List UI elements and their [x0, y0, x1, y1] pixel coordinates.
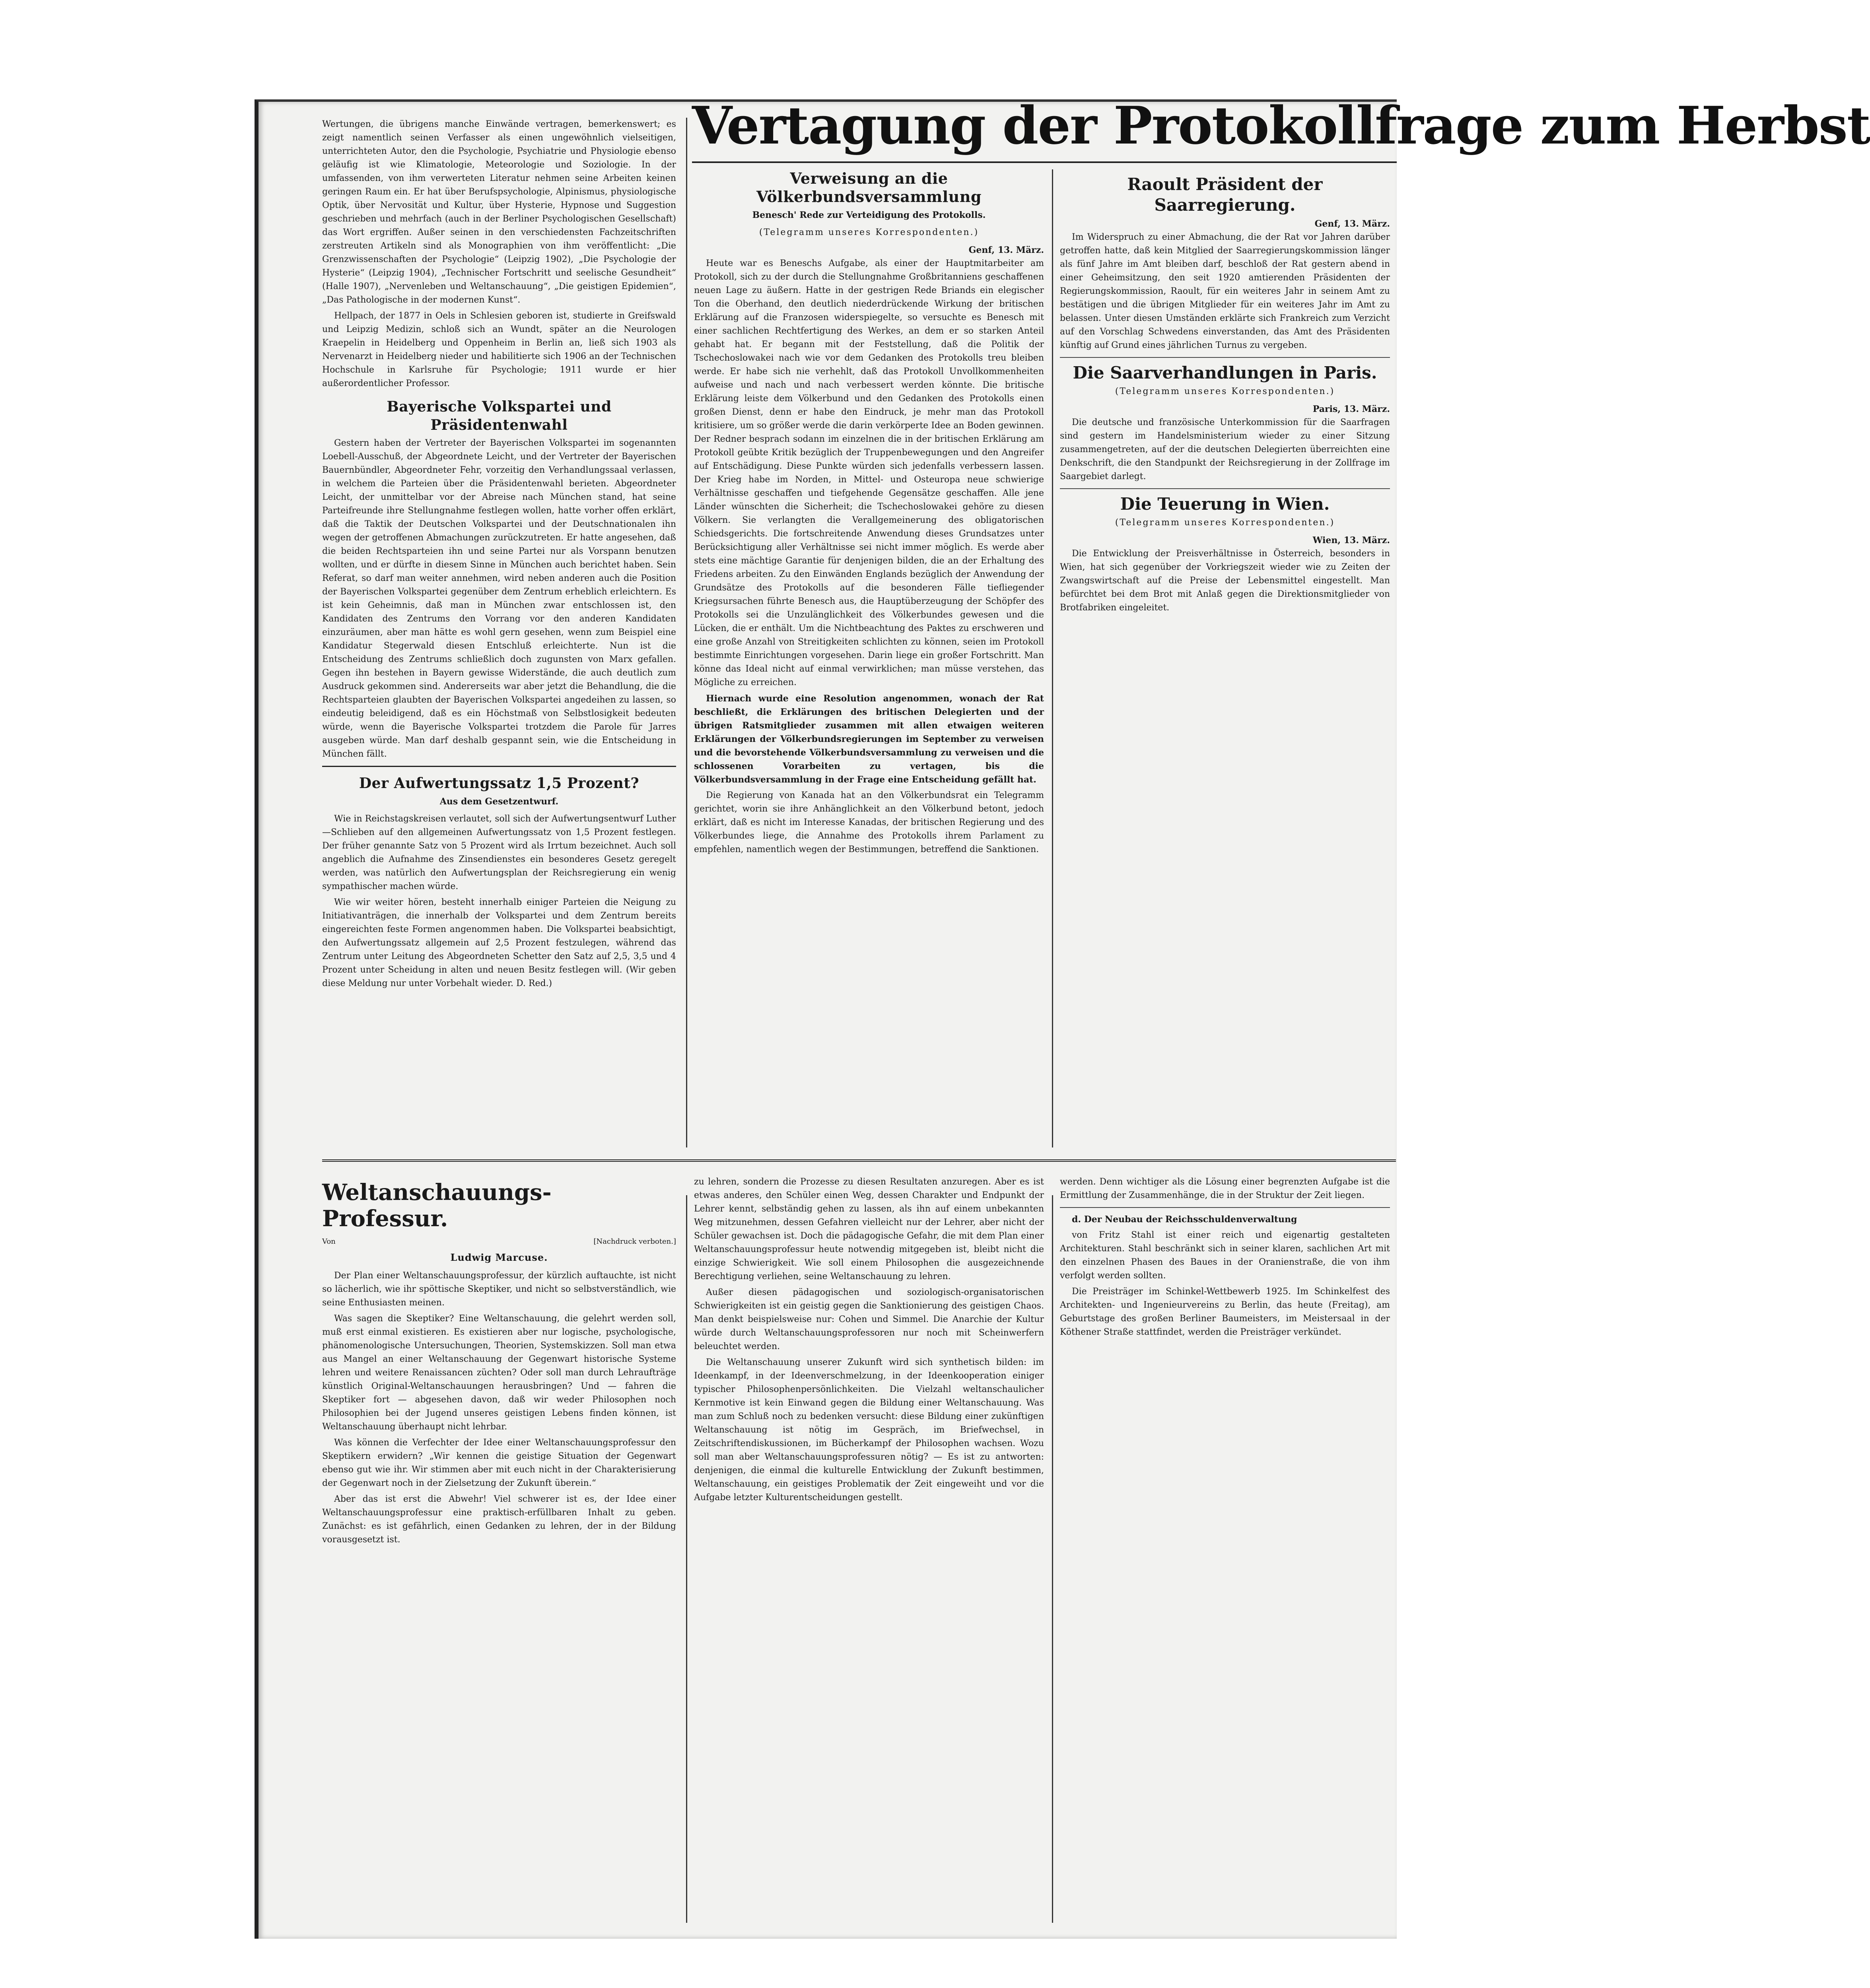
- dateline: Wien, 13. März.: [1312, 535, 1390, 546]
- feuilleton-text-4: Aber das ist erst die Abwehr! Viel schwerer ist es, der Idee einer Weltanschauungsprofessur eine praktisch-erfüllbaren Inhalt zu geben. Zunächst: es ist gefährlich, einen Gedanken zu lehren, der in der Bildung vorausgesetzt ist.: [322, 1494, 676, 1545]
- column-rule: [686, 118, 687, 1147]
- feuilleton-meta: [322, 1235, 676, 1248]
- neubau-headline: d. Der Neubau der Reichsschuldenverwaltung: [1072, 1214, 1297, 1225]
- wien-headline: Die Teuerung in Wien.: [1120, 494, 1330, 514]
- benesch-article-text: Heute war es Beneschs Aufgabe, als einer der Hauptmitarbeiter am Protokoll, sich zu der durch die Stellungnahme Großbritanniens geschaffenen neuen Lage zu äußern. Hatte in der gestrigen Rede Briands ein elegischer Ton die Oberhand, den deutlich niederdrückende Wirkung der britischen Erklärung auf die Franzosen widerspiegelte, so versuchte es Benesch mit einer sachlichen Rechtfertigung des Werkes, an dem er so starken Anteil gehabt hat. Er begann mit der Feststellung, daß die Politik der Tschechoslowakei nach wie vor dem Gedanken des Protokolls treu bleiben werde. Er habe sich nie verhehlt, daß das Protokoll Unvollkommenheiten aufweise und nach und nach verbessert werden könnte. Die britische Erklärung leiste dem Völkerbund und den Gedanken des Protokolls einen großen Dienst, denn er habe den Eindruck, je mehr man das Protokoll kritisiere, um so größer werde die darin verkörperte Idee an Boden gewinnen. Der Redner besprach sodann im einzelnen die in der britischen Erklärung am Protokoll geübte Kritik bezüglich der Truppenbewegungen und den Angreifer auf Entschädigung. Diese Punkte würden sich jedenfalls verbessern lassen. Der Krieg habe im Norden, in Mittel- und Osteuropa neue schwierige Verhältnisse geschaffen und tiefgehende Gegensätze geschaffen. Alle jene Länder wünschten die Sicherheit; die Tschechoslowakei gehöre zu diesen Völkern. Sie verlangten die Verallgemeinerung des obligatorischen Schiedsgerichts. Die fortschreitende Anwendung dieses Grundsatzes unter Berücksichtigung aller Verhältnisse sei nicht immer möglich. Es werde aber stets eine mächtige Garantie für denjenigen bilden, die an der Erhaltung des Friedens arbeiten. Zu den Einwänden Englands bezüglich der Anwendung der Grundsätze des Protokolls auf die besonderen Fälle tiefliegender Kriegsursachen führte Benesch aus, die Hauptüberzeugung der Schöpfer des Protokolls sei die Unzulänglichkeit des Völkerbundes gewesen und die Lücken, die er enthält. Um die Nichtbeachtung des Paktes zu erschweren und eine große Anzahl von Streitigkeiten schlichten zu können, seien im Protokoll bestimmte Einrichtungen vorgesehen. Darin liege ein großer Fortschritt. Man könne das Ideal nicht auf einmal verwirklichen; man müsse verstehen, das Mögliche zu erreichen.: [694, 258, 1044, 687]
- telegram-byline: (Telegramm unseres Korrespondenten.): [1115, 518, 1335, 528]
- bav-headline: Bayerische Volkspartei und Präsidentenwahl: [387, 398, 612, 433]
- column-rule: [1052, 169, 1053, 1147]
- saar-paris-text: Die deutsche und französische Unterkommission für die Saarfragen sind gestern im Handelsministerium wieder zu einer Sitzung zusammengetreten, auf der die deutschen Delegierten überreichten eine Denkschrift, die den Standpunkt der Reichsregierung in der Zollfrage im Saargebiet darlegt.: [1060, 417, 1390, 481]
- feuilleton-text-2: Was sagen die Skeptiker? Eine Weltanschauung, die gelehrt werden soll, muß erst einmal existieren. Es existieren aber nur logische, psychologische, phänomenologische Untersuchungen, Theorien, Systemskizzen. Soll man etwa aus Mangel an einer Weltanschauung der Gegenwart historische Systeme lehren und weitere Renaissancen züchten? Oder soll man durch Lehraufträge künstlich Original-Weltanschauungen herausbringen? Und — fahren die Skeptiker fort — abgesehen davon, daß wir weder Philosophen noch Philosophien bei der Jugend unseres geistigen Lebens finden können, ist Weltanschauung überhaupt nicht lehrbar.: [322, 1314, 676, 1432]
- hellpach-bio-text: Hellpach, der 1877 in Oels in Schlesien geboren ist, studierte in Greifswald und Leipzig Medizin, schloß sich an Wundt, später an die Neurologen Kraepelin in Heidelberg und Oppenheim in Berlin an, ließ sich 1903 als Nervenarzt in Heidelberg nieder und habilitierte sich 1906 an der Technischen Hochschule in Karlsruhe für Psychologie; 1911 wurde er hier außerordentlicher Professor.: [322, 311, 676, 388]
- feuilleton-mid-text-3: Die Weltanschauung unserer Zukunft wird sich synthetisch bilden: im Ideenkampf, in der Ideenverschmelzung, in der Ideenkooperation einiger typischer Philosophenpersönlichkeiten. Die Vielzahl weltanschaulicher Kernmotive ist kein Einwand gegen die Bildung einer Weltanschauung. Was man zum Schluß noch zu bedenken versucht: diese Bildung einer zukünftigen Weltanschauung ist nötig im Gespräch, im Briefwechsel, in Zeitschriftendiskussionen, im Bücherkampf der Philosophen wachsen. Wozu soll man aber Weltanschauungsprofessuren nötig? — Es ist zu antworten: denjenigen, die einmal die kulturelle Entwicklung der Zukunft bestimmen, Weltanschauung, ein geistiges Problematik der Zeit eingeweiht und vor die Aufgabe letzter Kulturentscheidungen gestellt.: [694, 1357, 1044, 1503]
- wien-text: Die Entwicklung der Preisverhältnisse in Österreich, besonders in Wien, hat sich gegenüber der Vorkriegszeit wieder wie zu Zeiten der Zwangswirtschaft auf die Preise der Lebensmittel eingestellt. Man befürchtet bei dem Brot mit Anlaß gegen die Direktionsmitglieder von Brotfabriken eingeleitet.: [1060, 549, 1390, 613]
- headline-rule: [692, 161, 1397, 163]
- column-rule: [1052, 1195, 1053, 1923]
- dateline: Paris, 13. März.: [1312, 404, 1390, 414]
- section-divider: [1060, 488, 1390, 489]
- main-headline: Vertagung der Protokollfrage zum Herbst: [692, 95, 1870, 156]
- aufwertung-text-2: Wie wir weiter hören, besteht innerhalb einiger Parteien die Neigung zu Initiativanträgen, die innerhalb der Volkspartei und dem Zentrum bereits eingereichten feste Formen angenommen haben. Die Volkspartei beabsichtigt, den Aufwertungssatz allgemein auf 2,5 Prozent festzulegen, während das Zentrum unter Leitung des Abgeordneten Schetter den Satz auf 2,5, 3,5 und 4 Prozent unter Scheidung in alten und neuen Besitz festlegen will. (Wir geben diese Meldung nur unter Vorbehalt wieder. D. Red.): [322, 897, 676, 988]
- verweisung-subhead: Benesch' Rede zur Verteidigung des Protokolls.: [752, 210, 986, 220]
- section-divider: [322, 766, 676, 767]
- saar-paris-headline: Die Saarverhandlungen in Paris.: [1073, 363, 1377, 382]
- column-1: [322, 118, 676, 993]
- dateline: Genf, 13. März.: [1314, 219, 1390, 229]
- resolution-text: Hiernach wurde eine Resolution angenommen, wonach der Rat beschließt, die Erklärungen des britischen Delegierten und der übrigen Ratsmitglieder zusammen mit allen etwaigen weiteren Erklärungen der Völkerbundsregierungen im September zu verweisen und die bevorstehende Völkerbundsversammlung zu verweisen und die schlossenen Vorarbeiten zu vertagen, bis die Völkerbundsversammlung in der Frage eine Entscheidung gefällt hat.: [694, 693, 1044, 785]
- verweisung-headline: Verweisung an die Völkerbundsversammlung: [756, 169, 982, 206]
- section-divider: [1060, 1207, 1390, 1208]
- feuilleton-column-3: [1060, 1175, 1390, 1342]
- author-name: Ludwig Marcuse.: [450, 1252, 548, 1263]
- feuilleton-headline: Weltanschauungs-Professur.: [322, 1179, 552, 1232]
- feuilleton-column-1: [322, 1175, 676, 1549]
- section-divider: [1060, 357, 1390, 358]
- canada-text: Die Regierung von Kanada hat an den Völkerbundsrat ein Telegramm gerichtet, worin sie ihre Anhänglichkeit an den Völkerbund betont, jedoch erklärt, daß es nicht im Interesse Kanadas, der britischen Regierung und des Völkerbundes liege, die Annahme des Protokolls ihrem Parlament zu empfehlen, namentlich wegen der Bestimmungen, betreffend die Sanktionen.: [694, 790, 1044, 854]
- schinkel-text: Die Preisträger im Schinkel-Wettbewerb 1925. Im Schinkelfest des Architekten- und Ingenieurvereins zu Berlin, das heute (Freitag), am Geburtstage des großen Berliner Baumeisters, im Meistersaal in der Köthener Straße stattfindet, werden die Preisträger verkündet.: [1060, 1287, 1390, 1337]
- saar-president-headline: Raoult Präsident der Saarregierung.: [1127, 175, 1323, 215]
- feuilleton-column-2: [694, 1175, 1044, 1507]
- von-label: Von: [322, 1237, 336, 1246]
- aufwertung-headline: Der Aufwertungssatz 1,5 Prozent?: [359, 775, 640, 792]
- feuilleton-text-3: Was können die Verfechter der Idee einer Weltanschauungsprofessur den Skeptikern erwidern? „Wir kennen die geistige Situation der Gegenwart ebenso gut wie ihr. Wir stimmen aber mit euch nicht in der Charakterisierung der Gegenwart noch in der Zielsetzung der Zukunft überein.“: [322, 1438, 676, 1488]
- telegram-byline: (Telegramm unseres Korrespondenten.): [759, 227, 979, 237]
- feuilleton-mid-text-2: Außer diesen pädagogischen und soziologisch-organisatorischen Schwierigkeiten ist ein geistig gegen die Sanktionierung des geistigen Chaos. Man denkt beispielsweise nur: Cohen und Simmel. Die Anarchie der Kultur würde durch Weltanschauungsprofessoren nur noch mit Scheinwerfern beleuchtet werden.: [694, 1287, 1044, 1351]
- aufwertung-text: Wie in Reichstagskreisen verlautet, soll sich der Aufwertungsentwurf Luther—Schlieben auf den allgemeinen Aufwertungssatz von 1,5 Prozent festlegen. Der früher genannte Satz von 5 Prozent wird als Irrtum bezeichnet. Auch soll angeblich die Aufnahme des Zinsendienstes ein besonderes Gesetz geregelt werden, was natürlich den Aufwertungsplan der Reichsregierung ein wenig sympathischer machen würde.: [322, 814, 676, 891]
- saar-president-text: Im Widerspruch zu einer Abmachung, die der Rat vor Jahren darüber getroffen hatte, daß kein Mitglied der Saarregierungskommission länger als fünf Jahre im Amt bleiben darf, beschloß der Rat gestern abend in einer Geheimsitzung, den seit 1920 amtierenden Präsidenten der Regierungskommission, Raoult, für ein weiteres Jahr in seinem Amt zu bestätigen und die übrigen Mitglieder für ein weiteres Jahr im Amt zu belassen. Unter diesen Umständen erklärte sich Frankreich zum Verzicht auf den Vorschlag Schwedens einverstanden, das Amt des Präsidenten künftig auf Grund eines jährlichen Turnus zu vergeben.: [1060, 232, 1390, 350]
- feuilleton-text-1: Der Plan einer Weltanschauungsprofessur, der kürzlich auftauchte, ist nicht so lächerlich, wie ihr spöttische Skeptiker, und nicht so selbstverständlich, wie seine Enthusiasten meinen.: [322, 1271, 676, 1308]
- article-intro-text: Wertungen, die übrigens manche Einwände vertragen, bemerkenswert; es zeigt namentlich seinen Verfasser als einen ungewöhnlich vielseitigen, unterrichteten Autor, den die Psychologie, Psychiatrie und Physiologie ebenso geläufig ist wie Klimatologie, Meteorologie und Soziologie. In der umfassenden, von ihm verwerteten Literatur nehmen seine Arbeiten keinen geringen Raum ein. Er hat über Berufspsychologie, Alpinismus, physiologische Optik, über Nervosität und Kultur, über Hysterie, Hypnose und Suggestion geschrieben und mehrfach (auch in der Berliner Psychologischen Gesellschaft) das Wort ergriffen. Außer seinen in den verschiedensten Fachzeitschriften zerstreuten Artikeln sind als Monographien von ihm veröffentlicht: „Die Grenzwissenschaften der Psychologie“ (Leipzig 1902), „Die Psychologie der Hysterie“ (Leipzig 1904), „Technischer Fortschritt und seelische Gesundheit“ (Halle 1907), „Nervenleben und Weltanschauung“, „Die geistigen Epidemien“, „Das Pathologische in der modernen Kunst“.: [322, 119, 676, 305]
- feuilleton-mid-text: zu lehren, sondern die Prozesse zu diesen Resultaten anzuregen. Aber es ist etwas anderes, den Schüler einen Weg, dessen Charakter und Endpunkt der Lehrer kennt, selbständig gehen zu lassen, als ihn auf einem unbekannten Weg mitzunehmen, dessen Gefahren vielleicht nur der Lehrer, aber nicht der Schüler gewachsen ist. Doch die pädagogische Gefahr, die mit dem Plan einer Weltanschauungsprofessur heute notwendig mitgegeben ist, bleibt nicht die einzige Schwierigkeit. Wie soll einem Philosophen die ausgezeichnende Berechtigung verliehen, seine Weltanschauung zu lehren.: [694, 1177, 1044, 1281]
- scan-background: [0, 0, 239, 1988]
- telegram-byline: (Telegramm unseres Korrespondenten.): [1115, 386, 1335, 396]
- bav-article-text: Gestern haben der Vertreter der Bayerischen Volkspartei im sogenannten Loebell-Ausschuß, der Abgeordnete Leicht, und der Vertreter der Bayerischen Bauernbündler, Abgeordneter Fehr, vorzeitig den Verhandlungssaal verlassen, in welchem die Parteien über die Präsidentenwahl berieten. Abgeordneter Leicht, der unmittelbar vor der Abreise nach München stand, hat seine Parteifreunde ihre Stellungnahme festlegen wollen, hatte vorher offen erklärt, daß die Taktik der Deutschen Volkspartei und der Deutschnationalen ihn wegen der getroffenen Abmachungen zurückzutreten. Er hatte angesehen, daß die beiden Rechtsparteien ihn und seine Partei nur als Vorspann benutzen wollten, und er dürfte in diesem Sinne in München auch berichtet haben. Sein Referat, so darf man weiter annehmen, wird neben anderen auch die Position der Bayerischen Volkspartei gegenüber dem Zentrum erheblich erleichtern. Es ist kein Geheimnis, daß man in München zwar entschlossen ist, den Kandidaten des Zentrums den Vorrang vor den anderen Kandidaten einzuräumen, aber man hätte es wohl gern gesehen, wenn zum Beispiel eine Kandidatur Stegerwald diesen Entschluß erleichterte. Nun ist die Entscheidung des Zentrums schließlich doch zugunsten von Marx gefallen. Gegen ihn bestehen in Bayern gewisse Widerstände, die auch deutlich zum Ausdruck gekommen sind. Andererseits war aber jetzt die Behandlung, die die Rechtsparteien glaubten der Bayerischen Volkspartei angedeihen zu lassen, so eindeutig beleidigend, daß es ein Höchstmaß von Selbstlosigkeit bedeuten würde, wenn die Bayerische Volkspartei trotzdem die Parole für Jarres ausgeben würde. Man darf deshalb gespannt sein, wie die Entscheidung in München fällt.: [322, 438, 676, 759]
- feuilleton-divider: [322, 1159, 1396, 1162]
- aufwertung-subhead: Aus dem Gesetzentwurf.: [439, 796, 559, 807]
- feuilleton-right-text: werden. Denn wichtiger als die Lösung einer begrenzten Aufgabe ist die Ermittlung der Zusammenhänge, die in der Struktur der Zeit liegen.: [1060, 1177, 1390, 1200]
- column-3: [1060, 169, 1390, 617]
- newspaper-page: [255, 95, 1870, 1939]
- dateline: Genf, 13. März.: [968, 245, 1044, 255]
- column-rule: [686, 1195, 687, 1923]
- nachdruck-note: [Nachdruck verboten.]: [593, 1237, 676, 1246]
- column-2: [694, 169, 1044, 859]
- neubau-text: von Fritz Stahl ist einer reich und eigenartig gestalteten Architekturen. Stahl beschränkt sich in seiner klaren, sachlichen Art mit den einzelnen Phasen des Baues in der Oranienstraße, die von ihm verfolgt werden sollten.: [1060, 1230, 1390, 1281]
